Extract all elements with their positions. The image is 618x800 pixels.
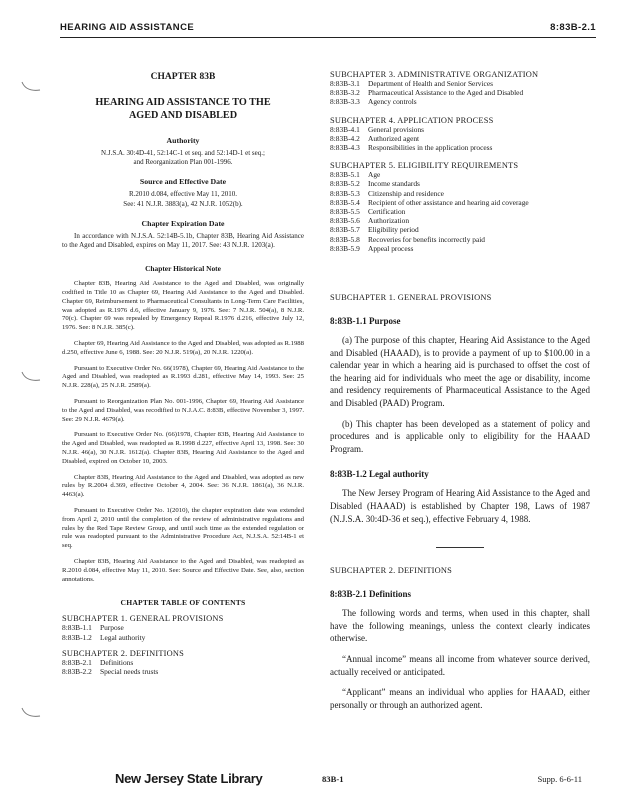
chapter-title-line2: AGED AND DISABLED [128,110,238,121]
history-paragraph: Pursuant to Executive Order No. 1(2010), the chapter expiration date was extended from April 2, 2010 until the completion of the review of administrative regulations and rules by the Red Tape Review Group, and until such time as the extended regulation or rule was readopted pursuant to the Administrative Procedure Act, N.J.S.A. 52:14B-1 et seq. [62,506,304,550]
header-section: 8:83B-2.1 [550,22,596,33]
toc-entry[interactable] [62,633,304,642]
toc-entry-number: 8:83B-5.1 [330,170,360,180]
source-line2: See: 41 N.J.R. 3883(a), 42 N.J.R. 1052(b). [123,199,243,208]
section-separator [436,547,484,548]
header-rule [60,37,596,38]
right-column [330,70,590,711]
binder-hole-mark [20,706,42,720]
history-paragraph: Chapter 83B, Hearing Aid Assistance to the Aged and Disabled, was originally codified in Title 10 as Chapter 69, Hearing Aid Assistance to the Aged and Disabled. Chapter 69, Reimbursement to Pharmaceutical Consultants in Long-Term Care Facilities, was adopted as R.1976 d.6, effective January 9, 1976. See: 7 N.J.R. 504(a), 8 N.J.R. 70(c). Chapter 69 was repealed by Emergency Repeal R.1976 d.216, effective July 12, 1976. See: 8 N.J.R. 385(c). [62,280,304,332]
toc-entry[interactable] [330,225,590,234]
toc-entry-title: Certification [368,207,406,217]
binder-hole-mark [20,370,42,384]
library-stamp: New Jersey State Library [115,771,263,786]
toc-entry-number: 8:83B-5.5 [330,207,360,217]
section-heading-2-1: 8:83B-2.1 Definitions [330,589,411,600]
toc-entry[interactable] [330,79,590,88]
history-paragraph: Chapter 69, Hearing Aid Assistance to the Aged and Disabled, was adopted as R.1988 d.250, effective June 6, 1988. See: 20 N.J.R. 519(a), 20 N.J.R. 1220(a). [62,340,304,356]
definition-annual-income: “Annual income” means all income from whatever source derived, actually received or anticipated. [330,653,590,677]
toc-entry-title: Citizenship and residence [368,188,444,198]
toc-entry-title: Special needs trusts [100,666,159,676]
toc-entry-title: Authorization [368,216,410,226]
left-column [62,64,304,676]
body-subchapter-2: SUBCHAPTER 2. DEFINITIONS [330,566,453,576]
authority-line2: and Reorganization Plan 001-1996. [133,158,233,167]
chapter-number: CHAPTER 83B [150,72,216,82]
page-footer [0,771,618,791]
chapter-title-line1: HEARING AID ASSISTANCE TO THE [95,97,271,108]
history-paragraph: Chapter 83B, Hearing Aid Assistance to the Aged and Disabled, was adopted as new rules by R.2004 d.369, effective October 4, 2004. See: 36 N.J.R. 1861(a), 36 N.J.R. 4463(a). [62,473,304,499]
body-subchapter-1: SUBCHAPTER 1. GENERAL PROVISIONS [330,293,492,303]
toc-entry-title: Purpose [100,623,124,633]
toc-entry[interactable] [330,207,590,216]
history-paragraph: Chapter 83B, Hearing Aid Assistance to the Aged and Disabled, was readopted as R.2010 d.084, effective May 11, 2010. See: Source and Effective Date. See, also, section annotations. [62,557,304,583]
toc-entry[interactable] [330,198,590,207]
page-number: 83B-1 [322,774,344,784]
toc-entry-title: Authorized agent [368,133,420,143]
section-heading-1-2: 8:83B-1.2 Legal authority [330,469,429,480]
supplement-date: Supp. 6-6-11 [537,774,582,784]
toc-entry-title: Legal authority [100,632,146,642]
toc-subchapter-1: SUBCHAPTER 1. GENERAL PROVISIONS [62,614,224,624]
toc-entry[interactable] [330,179,590,188]
toc-entry[interactable] [330,216,590,225]
section-1-1-para-a: (a) The purpose of this chapter, Hearing Aid Assistance to the Aged and Disabled (HAAAD), is to provide a payment of up to $100.00 in a calendar year in which a hearing aid is purchased to offset the cost of the hearing aid for individuals who meet the age or disability, income and residency requirements of Pharmaceutical Assistance to the Aged and Disabled (PAAD) Program. [330,335,590,409]
expiration-heading: Chapter Expiration Date [141,218,225,228]
toc-entry-title: Recipient of other assistance and hearing aid coverage [368,197,529,207]
toc-entry-number: 8:83B-3.1 [330,79,360,88]
section-2-1-text: The following words and terms, when used in this chapter, shall have the following meanings, unless the context clearly indicates otherwise. [330,608,590,644]
history-paragraph: Pursuant to Executive Order No. 66(1978), Chapter 69, Hearing Aid Assistance to the Aged and Disabled, was readopted as R.1993 d.281, effective May 14, 1993. See: 25 N.J.R. 228(a), 25 N.J.R. 2589(a). [62,364,304,390]
source-text [62,190,304,208]
toc-entry[interactable] [330,143,590,152]
binder-hole-mark [20,80,42,94]
authority-heading: Authority [166,136,200,145]
history-paragraph: Pursuant to Executive Order No. (66)1978, Chapter 83B, Hearing Aid Assistance to the Aged and Disabled, was readopted as R.1998 d.227, effective April 13, 1998. See: 30 N.J.R. 46(a), 30 N.J.R. 1612(a). Chapter 83B, Hearing Aid Assistance to the Aged and Disabled, expired on October 10, 2003. [62,431,304,465]
history-paragraph: Pursuant to Reorganization Plan No. 001-1996, Chapter 69, Hearing Aid Assistance to the Aged and Disabled, was recodified to N.J.A.C. 8:83B, effective November 3, 1997. See: 29 N.J.R. 4679(a). [62,397,304,423]
toc-entry-title: Definitions [100,657,134,667]
toc-entry-title: General provisions [368,124,425,134]
toc-entry-title: Responsibilities in the application process [368,143,493,153]
toc-subchapter-5: SUBCHAPTER 5. ELIGIBILITY REQUIREMENTS [330,161,519,171]
toc-entry-number: 8:83B-4.2 [330,133,360,143]
toc-entry-title: Agency controls [368,97,417,107]
toc-entry-number: 8:83B-1.2 [62,632,92,642]
toc-entry[interactable] [62,658,304,667]
authority-line1: N.J.S.A. 30:4D-41, 52:14C-1 et seq. and 52:14D-1 et seq.; [101,149,265,157]
toc-entry-number: 8:83B-5.8 [330,234,360,244]
toc-entry[interactable] [62,623,304,632]
toc-subchapter-4: SUBCHAPTER 4. APPLICATION PROCESS [330,115,494,125]
toc-entry-number: 8:83B-5.9 [330,243,360,253]
definition-applicant: “Applicant” means an individual who applies for HAAAD, either personally or through an authorized agent. [330,687,590,710]
toc-entry-title: Pharmaceutical Assistance to the Aged and Disabled [368,88,524,98]
toc-entry[interactable] [62,667,304,676]
toc-entry-title: Appeal process [368,243,414,253]
section-1-2-text: The New Jersey Program of Hearing Aid Assistance to the Aged and Disabled (HAAAD) is established by Chapter 198, Laws of 1987 (N.J.S.A. 30:4D-36 et seq.), effective February 4, 1988. [330,488,590,524]
section-1-1-para-b: (b) This chapter has been developed as a statement of policy and procedures and is applicable only to eligibility for the HAAAD Program. [330,418,590,454]
toc-entry[interactable] [330,189,590,198]
toc-entry[interactable] [330,235,590,244]
history-notes [62,280,304,584]
toc-entry-number: 8:83B-1.1 [62,623,92,633]
toc-entry-number: 8:83B-5.3 [330,188,360,198]
toc-entry-title: Recoveries for benefits incorrectly paid [368,234,485,244]
source-heading: Source and Effective Date [139,177,227,187]
toc-entry[interactable] [330,244,590,253]
toc-entry[interactable] [330,134,590,143]
toc-entry-number: 8:83B-5.6 [330,216,360,226]
section-heading-1-1: 8:83B-1.1 Purpose [330,316,401,327]
toc-entry-number: 8:83B-5.2 [330,179,360,189]
toc-entry-number: 8:83B-3.2 [330,88,360,98]
toc-entry[interactable] [330,97,590,106]
toc-subchapter-2: SUBCHAPTER 2. DEFINITIONS [62,648,185,658]
header-title: HEARING AID ASSISTANCE [60,22,195,33]
running-header [60,22,596,38]
toc-entry[interactable] [330,88,590,97]
history-heading: Chapter Historical Note [145,264,221,274]
toc-entry-number: 8:83B-2.1 [62,657,92,667]
toc-entry-title: Department of Health and Senior Services [368,79,493,88]
toc-entry-number: 8:83B-3.3 [330,97,360,107]
toc-entry[interactable] [330,170,590,179]
toc-entry-number: 8:83B-5.4 [330,197,360,207]
authority-text [62,149,304,167]
toc-entry-number: 8:83B-4.3 [330,143,360,153]
chapter-title [62,96,304,122]
toc-entry-number: 8:83B-5.7 [330,225,360,235]
source-line1: R.2010 d.084, effective May 11, 2010. [128,190,238,199]
toc-entry-title: Eligibility period [368,225,419,235]
toc-entry-number: 8:83B-4.1 [330,124,360,134]
toc-entry-title: Age [368,170,381,180]
toc-heading: CHAPTER TABLE OF CONTENTS [120,598,246,608]
toc-entry[interactable] [330,125,590,134]
toc-subchapter-3: SUBCHAPTER 3. ADMINISTRATIVE ORGANIZATION [330,70,539,79]
toc-entry-title: Income standards [368,179,420,189]
expiration-text: In accordance with N.J.S.A. 52:14B-5.1b, Chapter 83B, Hearing Aid Assistance to the Aged and Disabled, expires on May 11, 2017. See: 43 N.J.R. 1203(a). [62,231,304,250]
toc-entry-number: 8:83B-2.2 [62,666,92,676]
